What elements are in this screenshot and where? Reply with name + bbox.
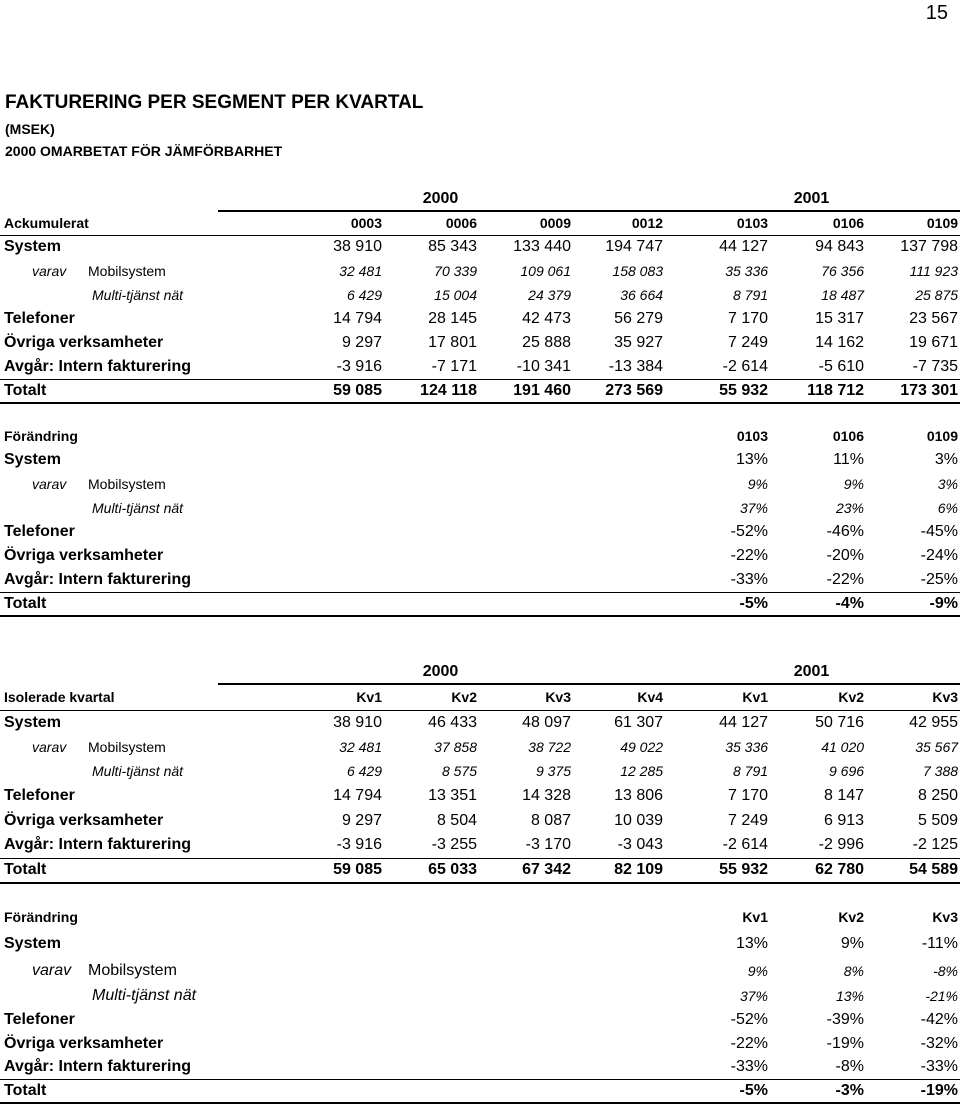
row-label xyxy=(0,735,218,759)
column-header: 0109 xyxy=(866,211,960,235)
row-label: Övriga verksamheter xyxy=(4,547,164,564)
row-label: Övriga verksamheter xyxy=(4,811,164,829)
cell: -19% xyxy=(866,1079,960,1103)
table-row xyxy=(0,1032,960,1056)
page-number: 15 xyxy=(925,2,948,24)
cell: 13 351 xyxy=(428,786,477,804)
row-label: Telefoner xyxy=(4,786,75,804)
cell: 9 375 xyxy=(535,763,571,779)
cell: -4% xyxy=(770,592,866,616)
cell: -2 614 xyxy=(722,357,769,375)
table-row xyxy=(0,355,960,379)
year-2001-header: 2001 xyxy=(665,187,960,211)
year-2000-header: 2000 xyxy=(218,187,665,211)
cell: 37% xyxy=(739,500,768,516)
table-row xyxy=(0,283,960,307)
table-row xyxy=(0,984,960,1008)
cell: 12 285 xyxy=(620,763,664,779)
cell: 94 843 xyxy=(815,238,865,256)
cell: -52% xyxy=(730,1011,768,1028)
cell: 38 910 xyxy=(333,713,382,731)
cell: 6 429 xyxy=(346,763,382,779)
cell: 18 487 xyxy=(821,287,865,303)
cell: 85 343 xyxy=(428,238,477,256)
table-row xyxy=(0,307,960,331)
cell: 41 020 xyxy=(821,739,865,755)
cell: 59 085 xyxy=(218,379,384,403)
table-row xyxy=(0,259,960,283)
cell: 7 388 xyxy=(922,763,959,779)
table-row xyxy=(0,710,960,735)
row-label: Övriga verksamheter xyxy=(4,334,164,351)
cell: 111 923 xyxy=(909,263,959,279)
column-header: Kv1 xyxy=(218,684,384,710)
change-header-row xyxy=(0,904,960,930)
row-label xyxy=(0,958,573,984)
table-row xyxy=(0,958,960,984)
cell: 76 356 xyxy=(821,263,865,279)
cell: 8 250 xyxy=(917,786,959,804)
table-row xyxy=(0,472,960,496)
cell: 50 716 xyxy=(815,713,865,731)
table-row xyxy=(0,496,960,520)
column-header: 0006 xyxy=(384,211,479,235)
row-label: System xyxy=(4,713,61,731)
cell: 109 061 xyxy=(520,263,571,279)
cell: 15 317 xyxy=(815,310,865,327)
row-label xyxy=(0,259,218,283)
cell: 82 109 xyxy=(573,858,665,883)
cell: -10 341 xyxy=(516,357,571,375)
row-label: Totalt xyxy=(0,379,218,403)
change-label: Förändring xyxy=(4,909,78,925)
row-label: Övriga verksamheter xyxy=(4,1035,164,1052)
cell: 56 279 xyxy=(614,310,664,327)
row-label: Avgår: Intern fakturering xyxy=(4,357,191,375)
cell: 14 328 xyxy=(522,786,571,804)
cell: -3 255 xyxy=(431,836,477,854)
table-row xyxy=(0,448,960,472)
cell: -45% xyxy=(920,523,958,540)
cell: 35 336 xyxy=(725,739,769,755)
cell: 273 569 xyxy=(573,379,665,403)
cell: 67 342 xyxy=(479,858,573,883)
cell: 35 927 xyxy=(614,334,664,351)
cell: 10 039 xyxy=(614,811,664,829)
row-sublabel: Mobilsystem xyxy=(88,263,166,279)
cell: 14 162 xyxy=(815,334,865,351)
cell: -25% xyxy=(920,570,958,588)
cell: -22% xyxy=(826,570,864,588)
column-header: Kv1 xyxy=(742,909,768,925)
change-label: Förändring xyxy=(4,428,78,444)
cell: 13% xyxy=(735,451,768,468)
cell: 59 085 xyxy=(218,858,384,883)
row-label: System xyxy=(4,451,61,468)
cell: 9% xyxy=(747,963,768,979)
column-header: Kv3 xyxy=(932,909,958,925)
year-2000-header: 2000 xyxy=(218,660,665,684)
change-header-row xyxy=(0,424,960,448)
cell: 28 145 xyxy=(428,310,477,327)
cell: 194 747 xyxy=(605,238,664,256)
row-label: Avgår: Intern fakturering xyxy=(4,570,191,588)
cell: 19 671 xyxy=(909,334,959,351)
cell: -2 125 xyxy=(912,836,959,854)
total-row xyxy=(0,379,960,403)
cell: 173 301 xyxy=(866,379,960,403)
cell: -20% xyxy=(826,547,864,564)
cell: -33% xyxy=(730,570,768,588)
table-row xyxy=(0,331,960,355)
cell: 46 433 xyxy=(428,713,477,731)
cell: -7 171 xyxy=(431,357,477,375)
column-header: 0003 xyxy=(218,211,384,235)
table-row xyxy=(0,1056,960,1079)
table-row xyxy=(0,1008,960,1032)
row-label: Totalt xyxy=(0,858,218,883)
cell: -19% xyxy=(826,1035,864,1052)
table-row xyxy=(0,783,960,808)
cell: 9 696 xyxy=(828,763,865,779)
table-row xyxy=(0,808,960,833)
cell: 11% xyxy=(833,451,864,468)
row-sublabel: Mobilsystem xyxy=(88,962,177,979)
row-label: Multi-tjänst nät xyxy=(92,763,184,779)
cell: 8 504 xyxy=(436,811,477,829)
row-prefix: varav xyxy=(32,739,67,755)
cell: -22% xyxy=(730,547,768,564)
cell: 23% xyxy=(835,500,864,516)
cell: 9 297 xyxy=(341,334,382,351)
column-header: 0109 xyxy=(926,428,958,444)
table-row xyxy=(0,520,960,544)
column-header: Kv2 xyxy=(838,909,864,925)
row-label: Avgår: Intern fakturering xyxy=(4,1058,191,1076)
cell: 14 794 xyxy=(333,310,382,327)
year-2001-header: 2001 xyxy=(665,660,960,684)
cell: -7 735 xyxy=(912,357,959,375)
cell: 15 004 xyxy=(434,287,477,303)
cell: 118 712 xyxy=(770,379,866,403)
row-label: Multi-tjänst nät xyxy=(92,500,184,516)
cell: 37 858 xyxy=(434,739,477,755)
column-header: 0106 xyxy=(832,428,864,444)
cell: -5% xyxy=(665,592,770,616)
cell: -2 614 xyxy=(722,836,769,854)
cell: 55 932 xyxy=(665,858,770,883)
cell: 137 798 xyxy=(900,238,959,256)
cell: 13 806 xyxy=(614,786,664,804)
row-label: Totalt xyxy=(0,1079,573,1103)
cell: -32% xyxy=(920,1035,958,1052)
comparability-note: 2000 OMARBETAT FÖR JÄMFÖRBARHET xyxy=(5,143,283,159)
cell: -11% xyxy=(921,935,958,952)
row-prefix: varav xyxy=(32,962,72,979)
row-sublabel: Mobilsystem xyxy=(88,739,166,755)
cell: -3 043 xyxy=(617,836,664,854)
cell: 9% xyxy=(747,476,768,492)
cell: 32 481 xyxy=(339,739,382,755)
table-row xyxy=(0,930,960,958)
cell: 61 307 xyxy=(614,713,664,731)
total-row xyxy=(0,858,960,883)
cell: 25 875 xyxy=(915,287,959,303)
cell: 133 440 xyxy=(513,238,571,256)
cell: 6 429 xyxy=(346,287,382,303)
cell: 17 801 xyxy=(428,334,477,351)
row-prefix: varav xyxy=(32,263,67,279)
cell: 49 022 xyxy=(620,739,664,755)
table-row xyxy=(0,568,960,592)
column-header: Kv4 xyxy=(573,684,665,710)
column-header: Kv1 xyxy=(665,684,770,710)
cell: 8 791 xyxy=(732,287,769,303)
cell: 6 913 xyxy=(823,811,865,829)
cell: 8 575 xyxy=(441,763,477,779)
cell: 9% xyxy=(840,935,864,952)
table-row xyxy=(0,759,960,783)
isolated-change-table xyxy=(0,904,960,1104)
column-header: Kv2 xyxy=(384,684,479,710)
row-label: Totalt xyxy=(0,592,573,616)
total-row xyxy=(0,1079,960,1103)
cell: -5 610 xyxy=(818,357,865,375)
column-header: Kv2 xyxy=(770,684,866,710)
cell: 6% xyxy=(937,500,958,516)
cell: 8 791 xyxy=(732,763,769,779)
cell: 55 932 xyxy=(665,379,770,403)
cell: 42 955 xyxy=(909,713,959,731)
cell: -3 916 xyxy=(336,357,382,375)
cell: 48 097 xyxy=(522,713,571,731)
cell: 14 794 xyxy=(333,786,382,804)
column-header: Kv3 xyxy=(866,684,960,710)
accumulated-table xyxy=(0,187,960,404)
column-header: Kv3 xyxy=(479,684,573,710)
cell: -5% xyxy=(665,1079,770,1103)
row-label: Telefoner xyxy=(4,310,75,327)
cell: 7 249 xyxy=(727,811,769,829)
cell: -46% xyxy=(826,523,864,540)
table-row xyxy=(0,735,960,759)
cell: 8 147 xyxy=(823,786,865,804)
cell: 38 910 xyxy=(333,238,382,256)
cell: -3 916 xyxy=(336,836,382,854)
cell: 42 473 xyxy=(522,310,571,327)
cell: -9% xyxy=(866,592,960,616)
column-header: 0103 xyxy=(736,428,768,444)
row-label: System xyxy=(4,935,61,952)
cell: 70 339 xyxy=(434,263,477,279)
cell: -13 384 xyxy=(608,357,664,375)
cell: -3% xyxy=(770,1079,866,1103)
row-sublabel: Mobilsystem xyxy=(88,476,166,492)
cell: 8 087 xyxy=(530,811,571,829)
cell: 9 297 xyxy=(341,811,382,829)
row-label xyxy=(0,472,573,496)
cell: -33% xyxy=(920,1058,958,1076)
cell: 32 481 xyxy=(339,263,382,279)
cell: -2 996 xyxy=(818,836,865,854)
page-title: FAKTURERING PER SEGMENT PER KVARTAL xyxy=(5,92,424,113)
cell: -22% xyxy=(730,1035,768,1052)
cell: 54 589 xyxy=(866,858,960,883)
row-label: System xyxy=(4,238,61,256)
total-row xyxy=(0,592,960,616)
cell: 38 722 xyxy=(528,739,571,755)
cell: -8% xyxy=(933,963,958,979)
column-header: 0009 xyxy=(479,211,573,235)
cell: 5 509 xyxy=(917,811,959,829)
cell: 8% xyxy=(843,963,864,979)
column-header: 0106 xyxy=(770,211,866,235)
cell: 13% xyxy=(735,935,768,952)
row-label: Telefoner xyxy=(4,1011,75,1028)
cell: 65 033 xyxy=(384,858,479,883)
cell: -3 170 xyxy=(525,836,571,854)
cell: 37% xyxy=(739,988,768,1004)
row-label: Telefoner xyxy=(4,523,75,540)
cell: 35 567 xyxy=(915,739,959,755)
cell: 3% xyxy=(937,476,958,492)
cell: 25 888 xyxy=(522,334,571,351)
cell: 3% xyxy=(934,451,958,468)
cell: 44 127 xyxy=(719,238,769,256)
column-header: 0103 xyxy=(665,211,770,235)
cell: 36 664 xyxy=(620,287,664,303)
cell: 35 336 xyxy=(725,263,769,279)
cell: -21% xyxy=(925,988,958,1004)
isolated-label: Isolerade kvartal xyxy=(0,684,218,710)
cell: 7 170 xyxy=(727,786,769,804)
row-label: Avgår: Intern fakturering xyxy=(4,836,191,854)
cell: -52% xyxy=(730,523,768,540)
cell: 13% xyxy=(835,988,864,1004)
accumulated-label: Ackumulerat xyxy=(0,211,218,235)
cell: -39% xyxy=(826,1011,864,1028)
table-row xyxy=(0,833,960,858)
row-prefix: varav xyxy=(32,476,67,492)
unit-subtitle: (MSEK) xyxy=(5,121,55,137)
table-row xyxy=(0,544,960,568)
cell: 24 379 xyxy=(528,287,571,303)
cell: -8% xyxy=(835,1058,864,1076)
cell: 124 118 xyxy=(384,379,479,403)
cell: -42% xyxy=(920,1011,958,1028)
cell: 158 083 xyxy=(612,263,664,279)
cell: 44 127 xyxy=(719,713,769,731)
cell: 7 249 xyxy=(727,334,769,351)
column-header: 0012 xyxy=(573,211,665,235)
cell: 9% xyxy=(843,476,864,492)
row-label: Multi-tjänst nät xyxy=(92,287,184,303)
cell: 62 780 xyxy=(770,858,866,883)
cell: 191 460 xyxy=(479,379,573,403)
cell: -24% xyxy=(920,547,958,564)
row-label: Multi-tjänst nät xyxy=(92,987,197,1004)
cell: 7 170 xyxy=(727,310,769,327)
accumulated-change-table xyxy=(0,424,960,617)
table-row xyxy=(0,235,960,259)
isolated-quarters-table xyxy=(0,660,960,884)
cell: -33% xyxy=(730,1058,768,1076)
cell: 23 567 xyxy=(909,310,959,327)
